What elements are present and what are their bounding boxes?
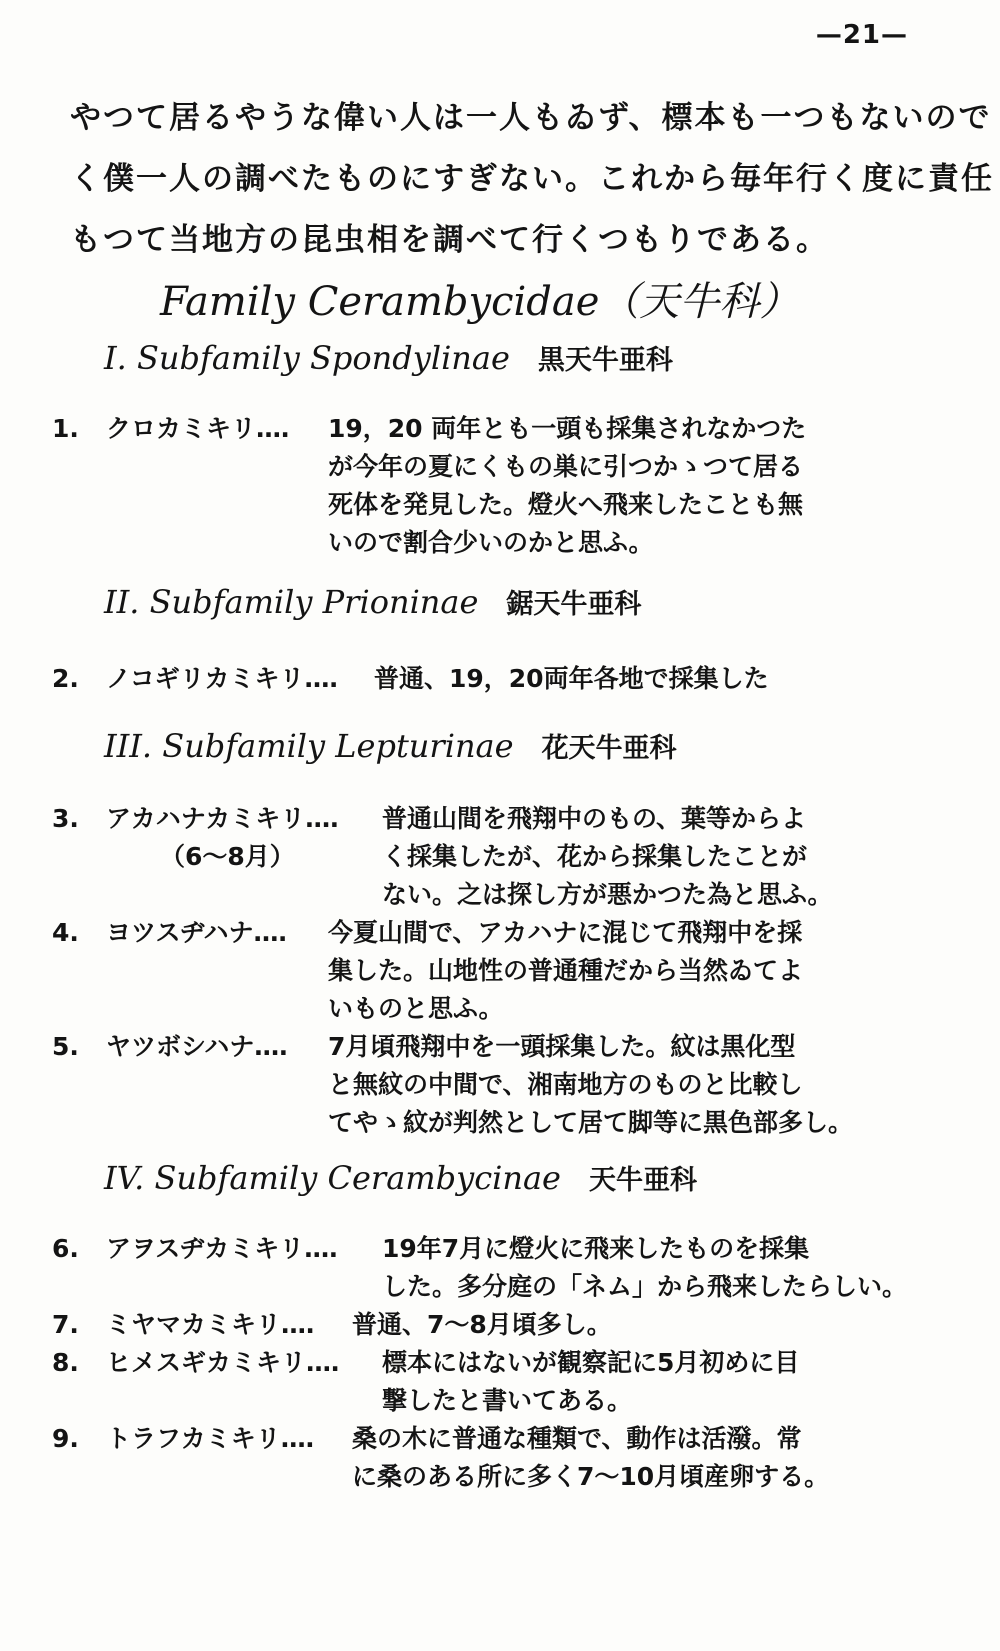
species-number: 4.: [52, 918, 79, 947]
subfamily-name: IV. Subfamily Cerambycinae: [104, 1159, 561, 1197]
description-line: 7月頃飛翔中を一頭採集した。紋は黒化型: [328, 1032, 796, 1061]
species-number: 7.: [52, 1310, 79, 1339]
species-description: [52, 1028, 912, 1142]
subfamily-heading: [104, 1158, 697, 1197]
species-name: クロカミキリ‥‥: [106, 414, 290, 443]
subfamily-jp-name: 天牛亜科: [588, 1165, 697, 1196]
description-line: く採集したが、花から採集したことが: [382, 842, 808, 871]
subfamily-name: III. Subfamily Lepturinae: [104, 727, 514, 765]
description-line: と無紋の中間で、湘南地方のものと比較し: [328, 1070, 803, 1099]
subfamily-jp-name: 黒天牛亜科: [537, 345, 673, 376]
species-entry: [52, 660, 912, 698]
species-description: [52, 410, 912, 562]
species-entry: [52, 410, 912, 562]
species-number: 8.: [52, 1348, 79, 1377]
family-heading: Family Cerambycidae（天牛科）: [160, 279, 800, 325]
species-name: ヒメスギカミキリ‥‥: [106, 1348, 340, 1377]
subfamily-jp-name: 鋸天牛亜科: [506, 589, 642, 620]
intro-line: もつて当地方の昆虫相を調べて行くつもりである。: [70, 222, 829, 258]
species-period: （6〜8月）: [160, 842, 295, 871]
subfamily-jp-name: 花天牛亜科: [541, 733, 677, 764]
species-description: [52, 914, 912, 1028]
species-name: アヲスヂカミキリ‥‥: [106, 1234, 338, 1263]
description-line: 19，20 両年とも一頭も採集されなかつた: [328, 414, 807, 443]
species-entry: [52, 1028, 912, 1142]
description-line: てやゝ紋が判然として居て脚等に黒色部多し。: [328, 1108, 854, 1137]
description-line: に桑のある所に多く7〜10月頃産卵する。: [352, 1462, 830, 1491]
species-description: [52, 1230, 912, 1306]
species-number: 1.: [52, 414, 79, 443]
description-line: が今年の夏にくもの巣に引つかゝつて居る: [328, 452, 804, 481]
page-number: —21—: [815, 20, 908, 50]
description-line: 19年7月に燈火に飛来したものを採集: [382, 1234, 810, 1263]
species-name: ヨツスヂハナ‥‥: [106, 918, 287, 947]
intro-line: く僕一人の調べたものにすぎない。これから毎年行く度に責任: [70, 161, 994, 197]
species-number: 5.: [52, 1032, 79, 1061]
species-entry: [52, 1306, 912, 1344]
subfamily-name: I. Subfamily Spondylinae: [104, 339, 510, 377]
species-name: ノコギリカミキリ‥‥: [106, 664, 338, 693]
species-description: [52, 800, 912, 914]
description-line: 撃したと書いてある。: [382, 1386, 633, 1415]
description-line: 集した。山地性の普通種だから当然ゐてよ: [328, 956, 804, 985]
species-entry: [52, 1344, 912, 1420]
species-description: [52, 1306, 912, 1344]
description-line: 標本にはないが観察記に5月初めに目: [382, 1348, 800, 1377]
species-name: ヤツボシハナ‥‥: [106, 1032, 288, 1061]
species-description: [52, 1420, 912, 1496]
description-line: 普通、19，20両年各地で採集した: [374, 664, 769, 693]
description-line: いものと思ふ。: [328, 994, 504, 1023]
species-number: 6.: [52, 1234, 79, 1263]
description-line: 死体を発見した。燈火へ飛来したことも無: [328, 490, 804, 519]
intro-paragraph: [70, 88, 994, 271]
description-line: ない。之は探し方が悪かつた為と思ふ。: [382, 880, 833, 909]
species-name: アカハナカミキリ‥‥: [106, 804, 339, 833]
subfamily-heading: [104, 582, 641, 621]
intro-line: やつて居るやうな偉い人は一人もゐず、標本も一つもないので: [70, 100, 992, 136]
species-number: 3.: [52, 804, 79, 833]
subfamily-heading: [104, 338, 673, 377]
species-name: ミヤマカミキリ‥‥: [106, 1310, 315, 1339]
description-line: 桑の木に普通な種類で、動作は活潑。常: [352, 1424, 802, 1453]
description-line: 普通、7〜8月頃多し。: [352, 1310, 612, 1339]
species-entry: [52, 914, 912, 1028]
species-entry: [52, 1420, 912, 1496]
species-number: 9.: [52, 1424, 79, 1453]
species-entry: [52, 800, 912, 914]
description-line: した。多分庭の「ネム」から飛来したらしい。: [382, 1272, 908, 1301]
description-line: 今夏山間で、アカハナに混じて飛翔中を採: [328, 918, 803, 947]
species-entry: [52, 1230, 912, 1306]
description-line: いので割合少いのかと思ふ。: [328, 528, 654, 557]
subfamily-heading: [104, 726, 677, 765]
description-line: 普通山間を飛翔中のもの、葉等からよ: [382, 804, 807, 833]
species-number: 2.: [52, 664, 79, 693]
species-name: トラフカミキリ‥‥: [106, 1424, 315, 1453]
species-description: [52, 660, 912, 698]
subfamily-name: II. Subfamily Prioninae: [104, 583, 479, 621]
species-description: [52, 1344, 912, 1420]
